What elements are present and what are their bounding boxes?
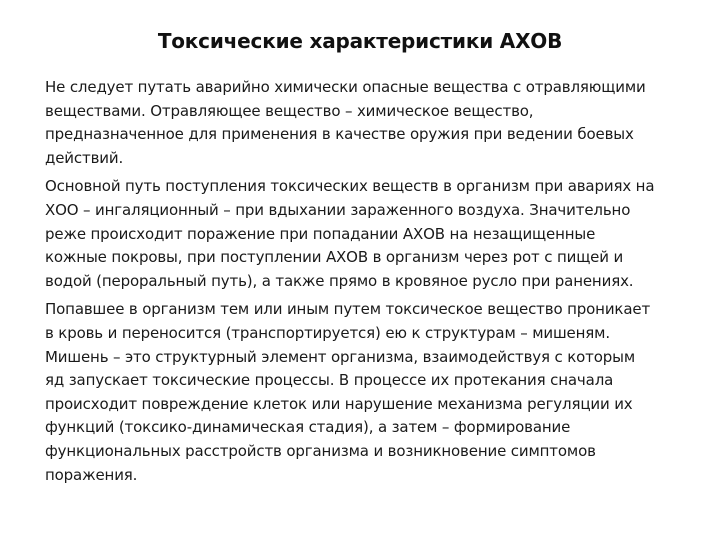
slide-title: Токсические характеристики АХОВ: [157, 29, 563, 53]
text-line: действий.: [45, 148, 124, 167]
paragraph-1: [45, 76, 685, 170]
text-line: Попавшее в организм тем или иным путем токсическое вещество проникает: [45, 300, 651, 319]
text-line: яд запускает токсические процессы. В процессе их протекания сначала: [45, 371, 614, 390]
text-line: поражения.: [45, 465, 138, 484]
slide-body: [45, 76, 685, 492]
text-line: ХОО – ингаляционный – при вдыхании зараженного воздуха. Значительно: [45, 200, 631, 219]
paragraph-2: [45, 175, 685, 293]
text-line: кожные покровы, при поступлении АХОВ в организм через рот с пищей и: [45, 248, 624, 267]
text-line: Не следует путать аварийно химически опасные вещества с отравляющими: [45, 78, 646, 96]
text-line: веществами. Отравляющее вещество – химическое вещество,: [45, 101, 534, 120]
text-line: реже происходит поражение при попадании АХОВ на незащищенные: [45, 224, 596, 243]
paragraph-3: [45, 298, 685, 487]
text-line: Основной путь поступления токсических веществ в организм при авариях на: [45, 177, 655, 196]
text-line: Мишень – это структурный элемент организма, взаимодействуя с которым: [45, 347, 635, 366]
text-line: функций (токсико-динамическая стадия), а затем – формирование: [45, 418, 571, 437]
text-line: водой (пероральный путь), а также прямо в кровяное русло при ранениях.: [45, 271, 634, 290]
text-line: предназначенное для применения в качестве оружия при ведении боевых: [45, 125, 634, 144]
text-line: в кровь и переносится (транспортируется) ею к структурам – мишеням.: [45, 323, 610, 342]
text-line: функциональных расстройств организма и возникновение симптомов: [45, 441, 596, 460]
text-line: происходит повреждение клеток или нарушение механизма регуляции их: [45, 394, 633, 413]
